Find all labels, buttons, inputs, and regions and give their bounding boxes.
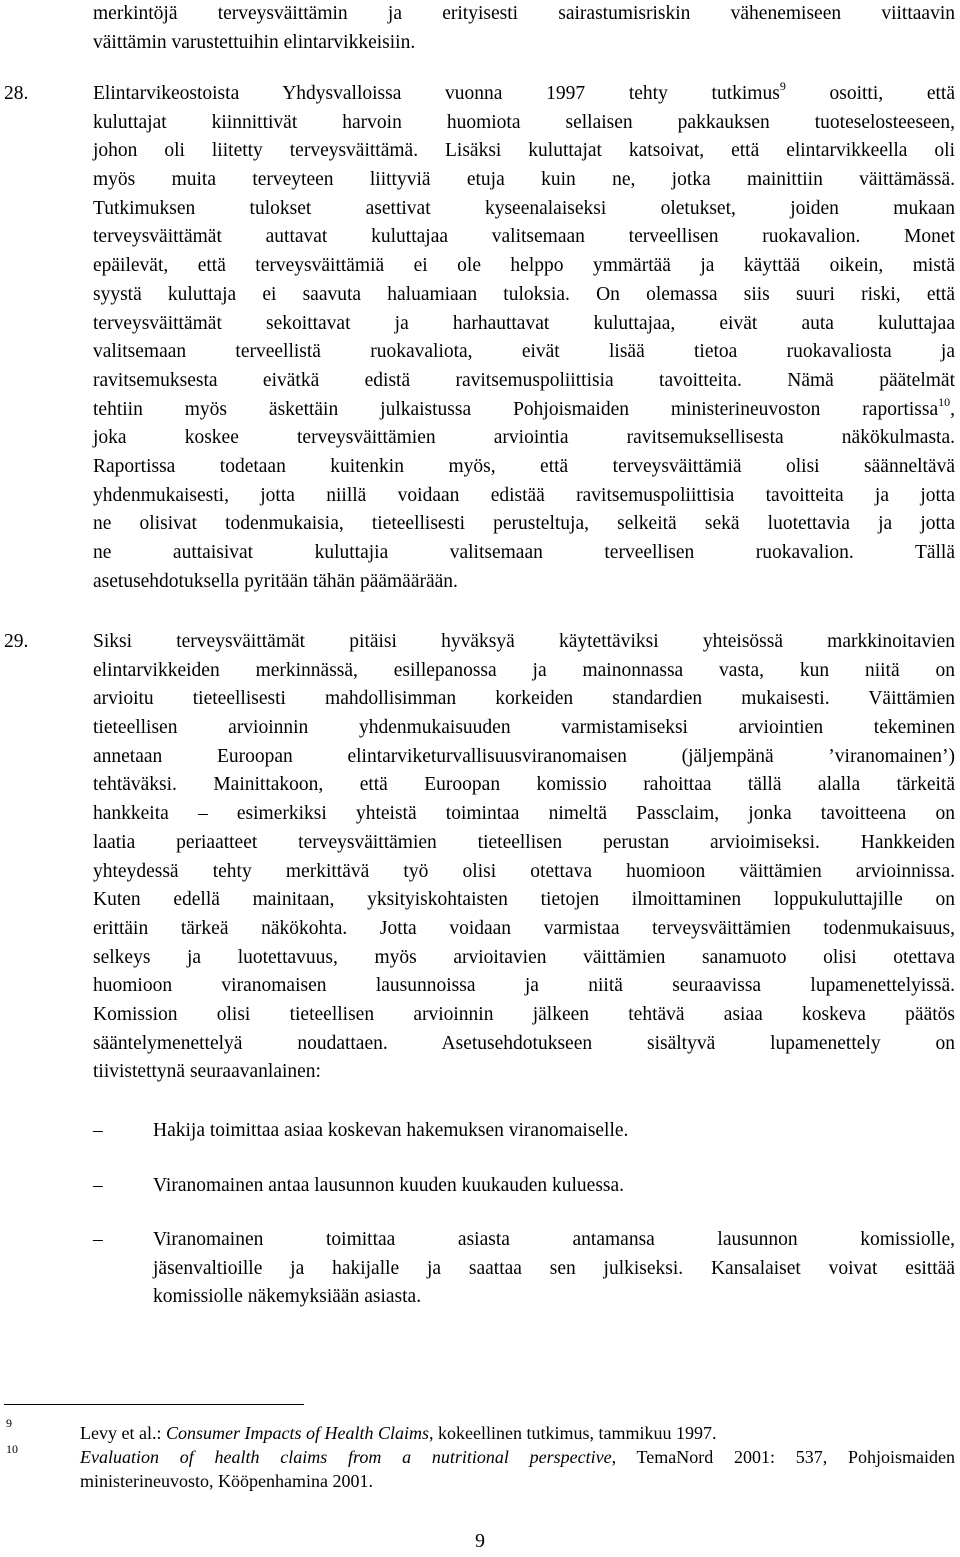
- footnote-title: Evaluation of health claims from a nutritional perspective: [80, 1447, 612, 1467]
- text-line: yhdenmukaisesti, jotta niillä voidaan edistää ravitsemuspoliittisia tavoitteita ja jotta: [93, 484, 955, 506]
- footnote-ref-10: 10: [938, 394, 951, 409]
- text-line: komissiolle näkemyksiään asiasta.: [153, 1286, 422, 1308]
- text-fragment: ,: [950, 398, 955, 420]
- text-line: laatia periaatteet terveysväittämien tieteellisen perustan arvioimiseksi. Hankkeiden: [93, 831, 955, 853]
- text-line: [80, 1445, 955, 1469]
- text-line: merkintöjä terveysväittämin ja erityisesti sairastumisriskin vähenemiseen viittaavin: [93, 3, 955, 24]
- text-line: valitsemaan terveellistä ruokavaliota, eivät lisää tietoa ruokavaliosta ja: [93, 341, 955, 363]
- list-item: [153, 1117, 955, 1146]
- text-line: Tutkimuksen tulokset asettivat kyseenalaiseksi oletukset, joiden mukaan: [93, 197, 955, 219]
- footnote-text: , TemaNord 2001: 537, Pohjoismaiden: [611, 1447, 956, 1467]
- text-line: Kuten edellä mainitaan, yksityiskohtaisten tietojen ilmoittaminen loppukuluttajille on: [93, 889, 955, 911]
- footnote-ref-9: 9: [779, 79, 786, 93]
- page-number: 9: [475, 1530, 485, 1552]
- text-line: Hakija toimittaa asiaa koskevan hakemuksen viranomaiselle.: [153, 1120, 629, 1141]
- text-line: tehtäväksi. Mainittakoon, että Euroopan komissio rahoittaa tällä alalla tärkeitä: [93, 774, 955, 796]
- text-line: sääntelymenettelyä noudattaen. Asetusehdotukseen sisältyvä lupamenettely on: [93, 1032, 955, 1054]
- footnote-text: Levy et al.:: [80, 1423, 166, 1443]
- text-line: kuluttajat kiinnittivät harvoin huomiota sellaisen pakkauksen tuoteselosteeseen,: [93, 111, 955, 133]
- text-line: Raportissa todetaan kuitenkin myös, että terveysväittämiä olisi säänneltävä: [93, 455, 955, 477]
- text-line: ne auttaisivat kuluttajia valitsemaan terveellisen ruokavalion. Tällä: [93, 542, 955, 563]
- footnote-mark-9: 9: [6, 1416, 12, 1430]
- text-line: Viranomainen antaa lausunnon kuuden kuukauden kuluessa.: [153, 1175, 625, 1196]
- list-dash: –: [93, 1120, 103, 1141]
- text-line: [93, 396, 955, 425]
- text-line: ne olisivat todenmukaisia, tieteellisesti perusteltuja, selkeitä sekä luotettavia ja jotta: [93, 513, 955, 535]
- footnote-text: , kokeellinen tutkimus, tammikuu 1997.: [428, 1423, 717, 1443]
- text-line: terveysväittämät sekoittavat ja harhauttavat kuluttajaa, eivät auta kuluttajaa: [93, 312, 955, 334]
- text-fragment: osoitti, että: [785, 83, 955, 104]
- text-line: ravitsemuksesta eivätkä edistä ravitsemuspoliittisia tavoitteita. Nämä päätelmät: [93, 369, 955, 391]
- footnote-title: Consumer Impacts of Health Claims: [165, 1423, 429, 1443]
- list-item: [153, 1226, 955, 1312]
- text-line: selkeys ja luotettavuus, myös arvioitavien väittämien sanamuoto olisi otettava: [93, 946, 955, 968]
- paragraph-number-29: 29.: [4, 631, 29, 652]
- list-dash: –: [93, 1175, 103, 1196]
- text-line: yhteydessä tehty merkittävä työ olisi otettava huomioon väittämien arvioinnissa.: [93, 860, 955, 882]
- text-line: tiivistettynä seuraavanlainen:: [93, 1061, 321, 1083]
- text-line: johon oli liitetty terveysväittämä. Lisäksi kuluttajat katsoivat, että elintarvikkeella oli: [93, 140, 955, 162]
- footnote-mark-10: 10: [6, 1442, 18, 1456]
- paragraph-29: [93, 628, 955, 1087]
- text-line: annetaan Euroopan elintarviketurvallisuusviranomaisen (jäljempänä ’viranomainen’): [93, 745, 955, 767]
- text-line: jäsenvaltioille ja hakijalle ja saattaa sen julkiseksi. Kansalaiset voivat esittää: [153, 1257, 955, 1279]
- text-line: epäilevät, että terveysväittämiä ei ole helppo ymmärtää ja käyttää oikein, mistä: [93, 255, 955, 277]
- paragraph-number-28: 28.: [4, 83, 29, 104]
- text-line: terveysväittämät auttavat kuluttajaa valitsemaan terveellisen ruokavalion. Monet: [93, 226, 955, 248]
- text-line: väittämin varustettuihin elintarvikkeisiin.: [93, 31, 416, 53]
- text-line: Komission olisi tieteellisen arvioinnin jälkeen tehtävä asiaa koskeva päätös: [93, 1003, 955, 1025]
- footnote-separator: [4, 1404, 304, 1405]
- text-line: erittäin tärkeä näkökohta. Jotta voidaan varmistaa terveysväittämien todenmukaisuus,: [93, 917, 955, 939]
- text-line: syystä kuluttaja ei saavuta haluamiaan tuloksia. On olemassa siis suuri riski, että: [93, 283, 955, 305]
- text-line: hankkeita – esimerkiksi yhteistä toimintaa nimeltä Passclaim, jonka tavoitteena on: [93, 803, 955, 825]
- text-line: Siksi terveysväittämät pitäisi hyväksyä käytettäviksi yhteisössä markkinoitavien: [93, 631, 955, 652]
- text-line: asetusehdotuksella pyritään tähän päämäärään.: [93, 570, 458, 592]
- text-line: joka koskee terveysväittämien arviointia ravitsemuksellisesta näkökulmasta.: [93, 427, 955, 449]
- text-fragment: tehtiin myös äskettäin julkaistussa Pohjoismaiden ministerineuvoston raportissa: [93, 398, 939, 420]
- paragraph-28: [93, 80, 955, 596]
- intro-paragraph: [93, 0, 955, 57]
- footnote-10: [80, 1445, 955, 1493]
- text-line: ministerineuvosto, Kööpenhamina 2001.: [80, 1471, 373, 1491]
- text-line: elintarvikkeiden merkinnässä, esillepanossa ja mainonnassa vasta, kun niitä on: [93, 659, 955, 681]
- footnote-9: [80, 1421, 955, 1445]
- text-line: huomioon viranomaisen lausunnoissa ja niitä seuraavissa lupamenettelyissä.: [93, 975, 955, 997]
- text-line: [93, 80, 955, 109]
- list-item: [153, 1172, 955, 1201]
- list-dash: –: [93, 1229, 103, 1250]
- text-line: myös muita terveyteen liittyviä etuja kuin ne, jotka mainittiin väittämässä.: [93, 169, 955, 191]
- text-line: arvioitu tieteellisesti mahdollisimman korkeiden standardien mukaisesti. Väittämien: [93, 688, 955, 710]
- text-fragment: Elintarvikeostoista Yhdysvalloissa vuonna 1997 tehty tutkimus: [93, 83, 780, 104]
- text-line: tieteellisen arvioinnin yhdenmukaisuuden varmistamiseksi arviointien tekeminen: [93, 717, 955, 739]
- text-line: Viranomainen toimittaa asiasta antamansa lausunnon komissiolle,: [153, 1229, 955, 1250]
